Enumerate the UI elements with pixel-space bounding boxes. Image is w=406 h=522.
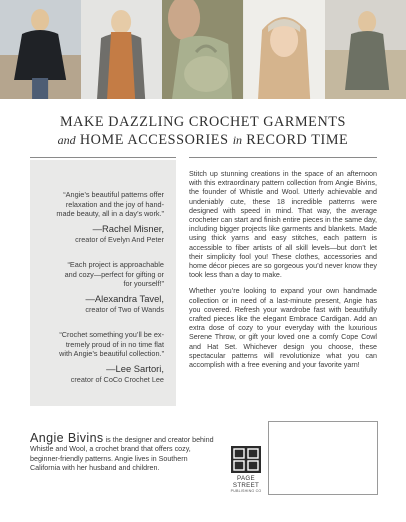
headline-record-time: RECORD TIME <box>246 132 349 148</box>
publisher-logo <box>230 446 262 496</box>
author-name: Angie Bivins <box>30 431 104 445</box>
headline-line-2 <box>0 131 406 149</box>
photo-green-cardigan <box>325 0 406 99</box>
headline-in: in <box>232 133 243 147</box>
quote-1-name: —Rachel Misner, <box>92 223 164 235</box>
headline-line-1: MAKE DAZZLING CROCHET GARMENTS <box>59 114 347 130</box>
description-paragraph-2: Whether you’re looking to expand your own handmade collection or in need of a last-minute present, Angie has you covered. Refresh your wardrobe fast with beautifully crafted pieces like the elegant Embrace Cardigan. Add an extra dose of cozy to your everyday with the luxurious Serene Throw, or gift your loved one a comfy Cope Cowl and Hat Set. Whichever design you choose, these spectacular patterns will revolutionize what you can accomplish with a free evening and your favorite yarn! <box>189 287 377 370</box>
headline-and: and <box>57 133 76 147</box>
publisher-subname: PUBLISHING CO <box>230 489 262 493</box>
quote-3-name: —Lee Sartori, <box>106 363 164 375</box>
barcode-box <box>268 421 378 495</box>
quote-2-source: creator of Two of Wands <box>85 305 164 315</box>
quote-3-source: creator of CoCo Crochet Lee <box>70 375 164 385</box>
author-bio <box>30 431 218 473</box>
divider-left <box>30 157 176 158</box>
divider-right <box>189 157 377 158</box>
author-bio-text: is the designer and creator behind Whistle and Wool, a crochet brand that offers cozy, beginner-friendly patterns. Angie lives in Southern California with her husband and children. <box>30 436 214 472</box>
headline <box>0 113 406 149</box>
headline-home-accessories: HOME ACCESSORIES <box>79 132 229 148</box>
photo-strip <box>0 0 406 99</box>
photo-orange-scarf <box>81 0 162 99</box>
photo-headband <box>244 0 325 99</box>
quote-2-text: “Each project is approachable and cozy—perfect for gifting or for yourself!” <box>64 260 164 289</box>
publisher-name: PAGE STREET <box>232 475 260 489</box>
quote-1 <box>32 190 164 245</box>
description-paragraph-1: Stitch up stunning creations in the space of an afternoon with this extraordinary pattern collection from Angie Bivins, the founder of Whistle and Wool. Utterly achievable and undeniably cute, these 18 incredible patterns were designed with speed in mind. That way, the average crocheter can start and finish entire pieces in the same day, including bigger projects like garments and blankets. Made using thick yarns and easy stitches, each pattern is accessible to fiber artists of all skill levels—but don’t let their simplicity fool you! These clothes, accessories and home décor pieces are so gorgeous you’d never know they took less than a day to make. <box>189 170 378 280</box>
quote-1-source: creator of Evelyn And Peter <box>75 235 164 245</box>
quote-1-text: “Angie’s beautiful patterns offer relaxation and the joy of hand- made beauty, all in a day’s work.” <box>56 190 164 219</box>
photo-black-cardigan <box>0 0 81 99</box>
publisher-logo-mark <box>231 446 261 473</box>
quote-box <box>30 160 176 406</box>
quote-2 <box>32 260 164 315</box>
quote-2-name: —Alexandra Tavel, <box>85 293 164 305</box>
quote-3 <box>32 330 164 385</box>
photo-green-bag <box>162 0 243 99</box>
description <box>189 170 377 377</box>
quote-3-text: “Crochet something you’ll be ex- tremely proud of in no time flat with Angie’s beautiful collection.” <box>59 330 164 359</box>
